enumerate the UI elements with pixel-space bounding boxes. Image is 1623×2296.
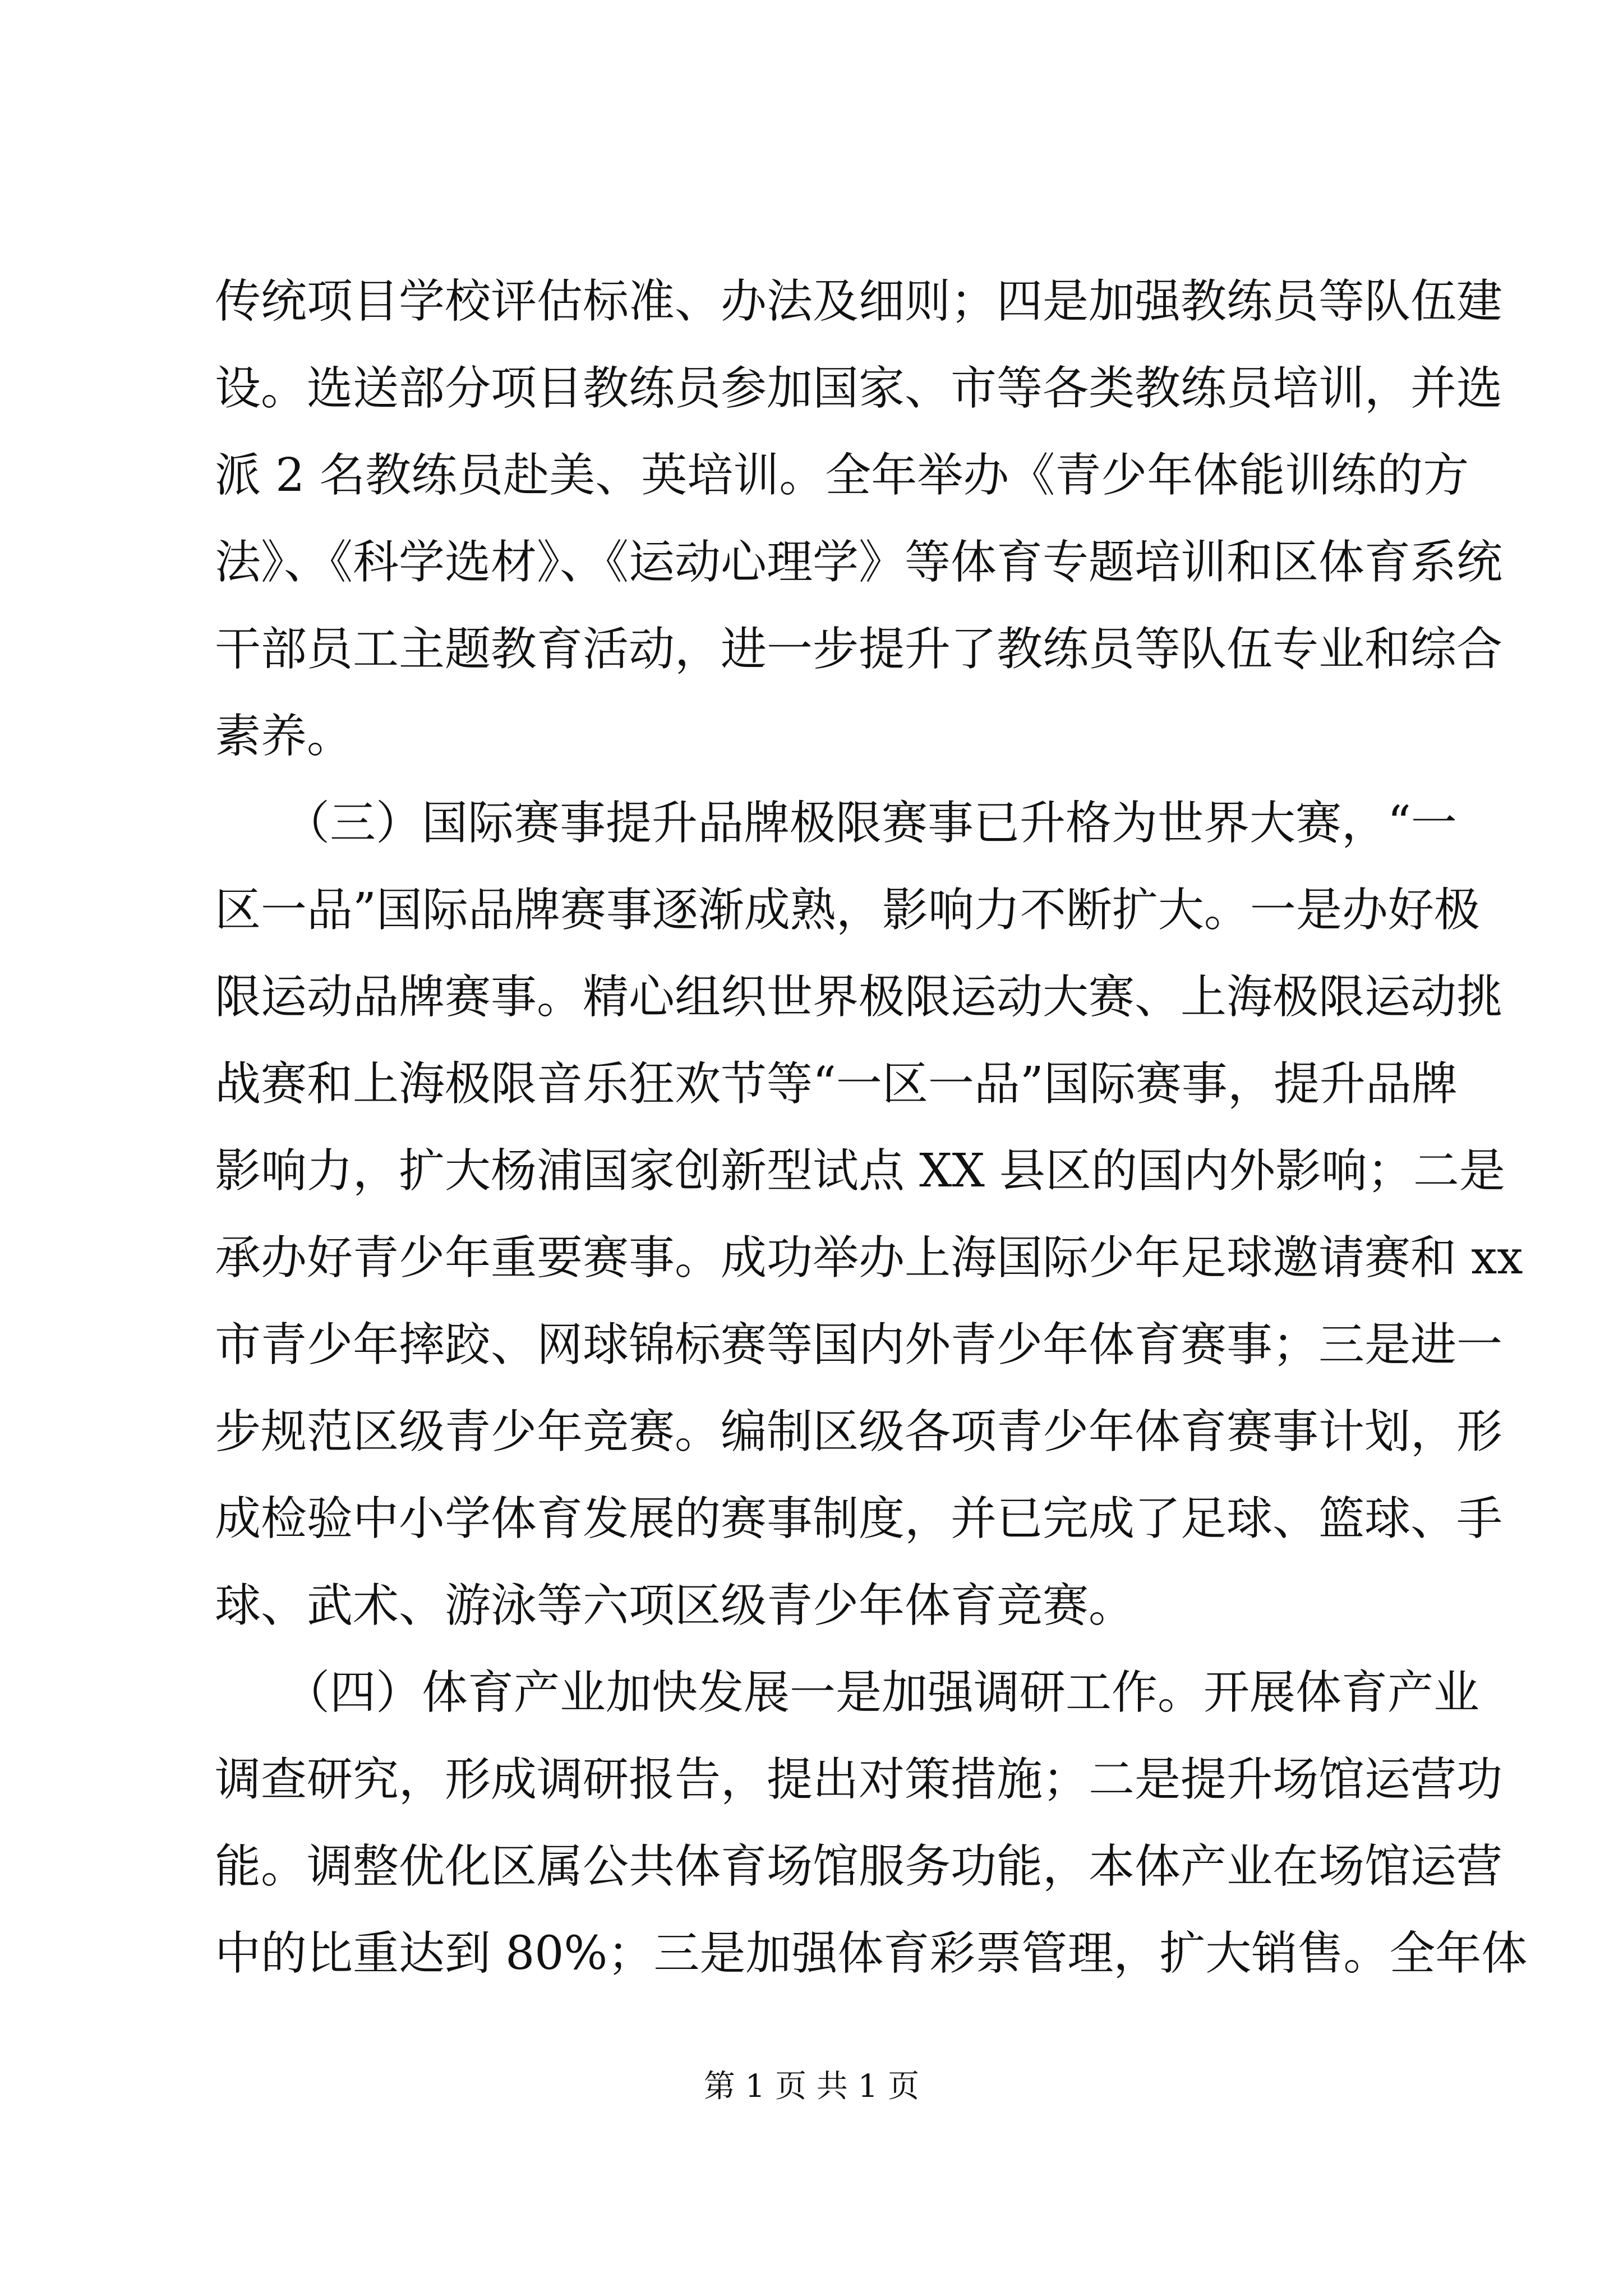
text-line: 承办好青少年重要赛事。成功举办上海国际少年足球邀请赛和 xx (215, 1231, 1523, 1285)
text-line: 影响力，扩大杨浦国家创新型试点 XX 县区的国内外影响；二是 (215, 1144, 1505, 1198)
text-line: 成检验中小学体育发展的赛事制度，并已完成了足球、篮球、手 (215, 1492, 1503, 1545)
text-line: 素养。 (215, 710, 353, 763)
text-line: 法》、《科学选材》、《运动心理学》等体育专题培训和区体育系统 (215, 536, 1503, 589)
text-line: 步规范区级青少年竞赛。编制区级各项青少年体育赛事计划，形 (215, 1405, 1503, 1458)
page-footer: 第 1 页 共 1 页 (703, 2068, 920, 2105)
body-text (215, 258, 1528, 1997)
text-line: 干部员工主题教育活动，进一步提升了教练员等队伍专业和综合 (215, 623, 1503, 676)
text-line: 球、武术、游泳等六项区级青少年体育竞赛。 (215, 1579, 1135, 1632)
text-line: 中的比重达到 80%；三是加强体育彩票管理，扩大销售。全年体 (215, 1927, 1528, 1980)
text-line: 战赛和上海极限音乐狂欢节等“一区一品”国际赛事，提升品牌 (215, 1057, 1458, 1111)
text-line: （四）体育产业加快发展一是加强调研工作。开展体育产业 (215, 1666, 1480, 1719)
text-line: 设。选送部分项目教练员参加国家、市等各类教练员培训，并选 (215, 362, 1503, 415)
text-line: 限运动品牌赛事。精心组织世界极限运动大赛、上海极限运动挑 (215, 970, 1503, 1024)
text-line: 传统项目学校评估标准、办法及细则；四是加强教练员等队伍建 (215, 275, 1503, 328)
text-line: 区一品”国际品牌赛事逐渐成熟，影响力不断扩大。一是办好极 (215, 884, 1480, 937)
text-line: 市青少年摔跤、网球锦标赛等国内外青少年体育赛事；三是进一 (215, 1318, 1503, 1372)
text-line: 能。调整优化区属公共体育场馆服务功能，本体产业在场馆运营 (215, 1840, 1503, 1893)
text-line: 调查研究，形成调研报告，提出对策措施；二是提升场馆运营功 (215, 1753, 1503, 1806)
text-line: 派 2 名教练员赴美、英培训。全年举办《青少年体能训练的方 (215, 449, 1469, 502)
text-line: （三）国际赛事提升品牌极限赛事已升格为世界大赛，“一 (215, 797, 1457, 850)
